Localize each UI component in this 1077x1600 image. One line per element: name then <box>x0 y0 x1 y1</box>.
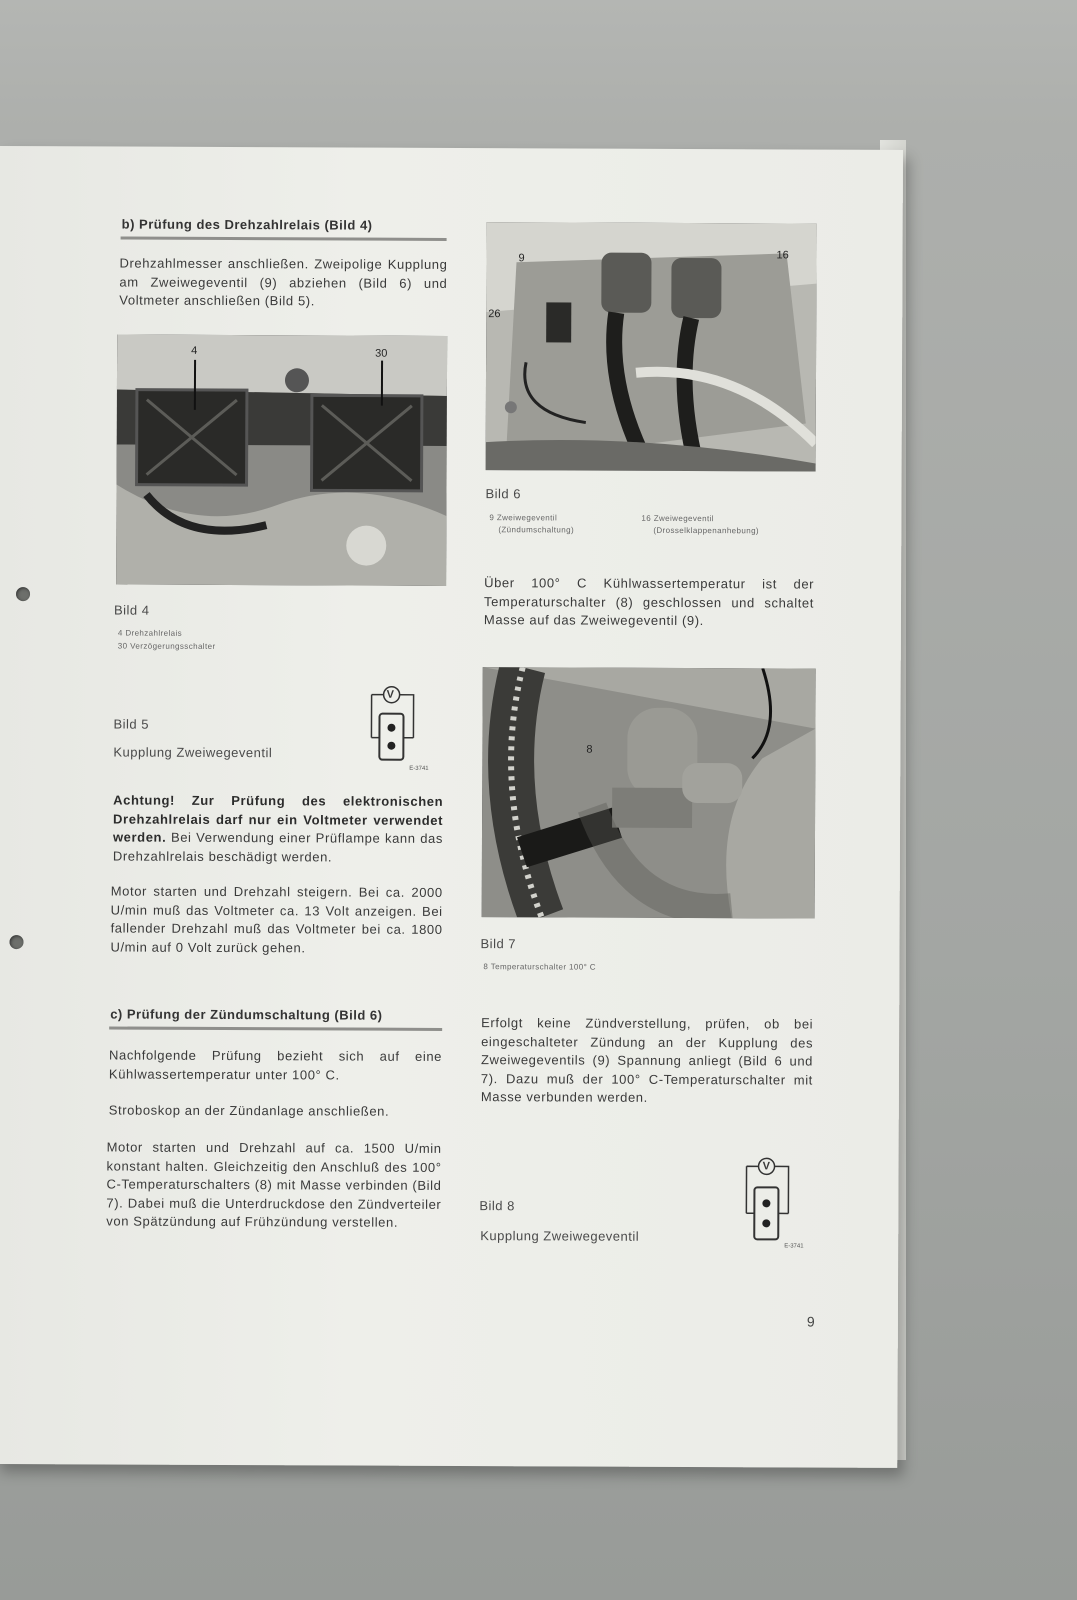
section-b-paragraph: Drehzahlmesser anschließen. Zweipolige Kupplung am Zweiwegeventil (9) abziehen (Bild 6) und Voltmeter anschließen (Bild 5). <box>119 255 448 309</box>
bild8-label: Bild 8 <box>479 1198 515 1214</box>
bild6-legend-1b: (Zündumschaltung) <box>498 525 575 535</box>
bild8-caption: Kupplung Zweiwegeventil <box>480 1228 640 1244</box>
warning-bold: Achtung! Zur Prüfung des elektronischen Drehzahlrelais darf nur ein Voltmeter verwendet werden. <box>112 792 444 845</box>
punch-hole-top <box>16 587 30 601</box>
bild7-illustration <box>482 667 816 918</box>
bild7-legend: 8 Temperaturschalter 100° C <box>483 962 597 972</box>
bild7-label: Bild 7 <box>480 936 517 952</box>
warning-paragraph <box>113 792 443 867</box>
bild4-legend-1: 4 Drehzahlrelais <box>117 628 183 638</box>
bild5-meter-symbol: V <box>386 688 395 701</box>
bild6-photo <box>486 222 817 471</box>
svg-text:E-3741: E-3741 <box>784 1243 804 1250</box>
bild5-caption: Kupplung Zweiwegeventil <box>113 744 273 761</box>
manual-page <box>0 146 903 1468</box>
bild7-photo <box>482 667 816 918</box>
svg-text:E-3741: E-3741 <box>409 765 429 772</box>
bild4-label: Bild 4 <box>113 602 150 618</box>
bild4-callout-30: 30 <box>375 347 388 360</box>
bild6-label: Bild 6 <box>485 486 522 502</box>
section-b-rule <box>121 237 447 241</box>
erfolgt-paragraph: Erfolgt keine Zündverstellung, prüfen, ob bei eingeschalteter Zündung an der Kupplung des Zweiwegeventils (9) Spannung anliegt (Bild 6 und 7). Dazu muß der 100° C-Temperaturschalter mit Masse verbunden werden. <box>480 1015 814 1105</box>
section-c-heading: c) Prüfung der Zündumschaltung (Bild 6) <box>110 1006 383 1023</box>
bild6-callout-16: 16 <box>776 249 789 262</box>
bild6-legend-2a: 16 Zweiwegeventil <box>641 513 715 524</box>
bild4-illustration <box>116 335 447 586</box>
temp-paragraph: Über 100° C Kühlwassertemperatur ist der Temperaturschalter (8) geschlossen und schaltet Masse auf das Zweiwegeventil (9). <box>483 575 815 629</box>
bild4-photo <box>116 335 447 586</box>
bild6-callout-9: 9 <box>518 252 525 265</box>
bild5-voltmeter-schematic <box>365 686 435 774</box>
bild6-legend-2b: (Drosselklappenanhebung) <box>653 525 760 536</box>
warning-rest: Bei Verwendung einer Prüflampe kann das Drehzahlrelais beschädigt werden. <box>112 829 444 864</box>
page-number: 9 <box>806 1313 815 1330</box>
bild8-meter-symbol: V <box>762 1160 771 1173</box>
punch-hole-bottom <box>9 935 23 949</box>
section-c-paragraph-3: Motor starten und Drehzahl auf ca. 1500 U/min konstant halten. Gleichzeitig den Anschluß des 100° C-Temperaturschalters (8) mit Masse verbinden (Bild 7). Dabei muß die Unterdruckdose den Zündverteiler von Spätzündung auf Frühzündung verstellen. <box>106 1139 442 1230</box>
section-c-rule <box>109 1026 442 1030</box>
motor-paragraph: Motor starten und Drehzahl steigern. Bei ca. 2000 U/min muß das Voltmeter ca. 13 Volt anzeigen. Bei fallender Drehzahl muß das Voltmeter bei ca. 1800 U/min auf 0 Volt zurück gehen. <box>110 883 443 955</box>
bild4-callout-4: 4 <box>191 344 198 357</box>
bild8-voltmeter-schematic <box>740 1157 812 1251</box>
section-b-heading: b) Prüfung des Drehzahlrelais (Bild 4) <box>121 216 373 233</box>
bild6-illustration <box>486 222 817 471</box>
section-c-paragraph-2: Stroboskop an der Zündanlage anschließen. <box>108 1102 390 1119</box>
bild7-callout-8: 8 <box>586 743 593 756</box>
bild5-label: Bild 5 <box>113 716 150 732</box>
bild6-callout-26: 26 <box>488 308 501 321</box>
section-c-paragraph-1: Nachfolgende Prüfung bezieht sich auf eine Kühlwassertemperatur unter 100° C. <box>108 1047 443 1082</box>
bild4-legend-2: 30 Verzögerungsschalter <box>117 641 216 651</box>
bild6-legend-1a: 9 Zweiwegeventil <box>489 513 558 523</box>
